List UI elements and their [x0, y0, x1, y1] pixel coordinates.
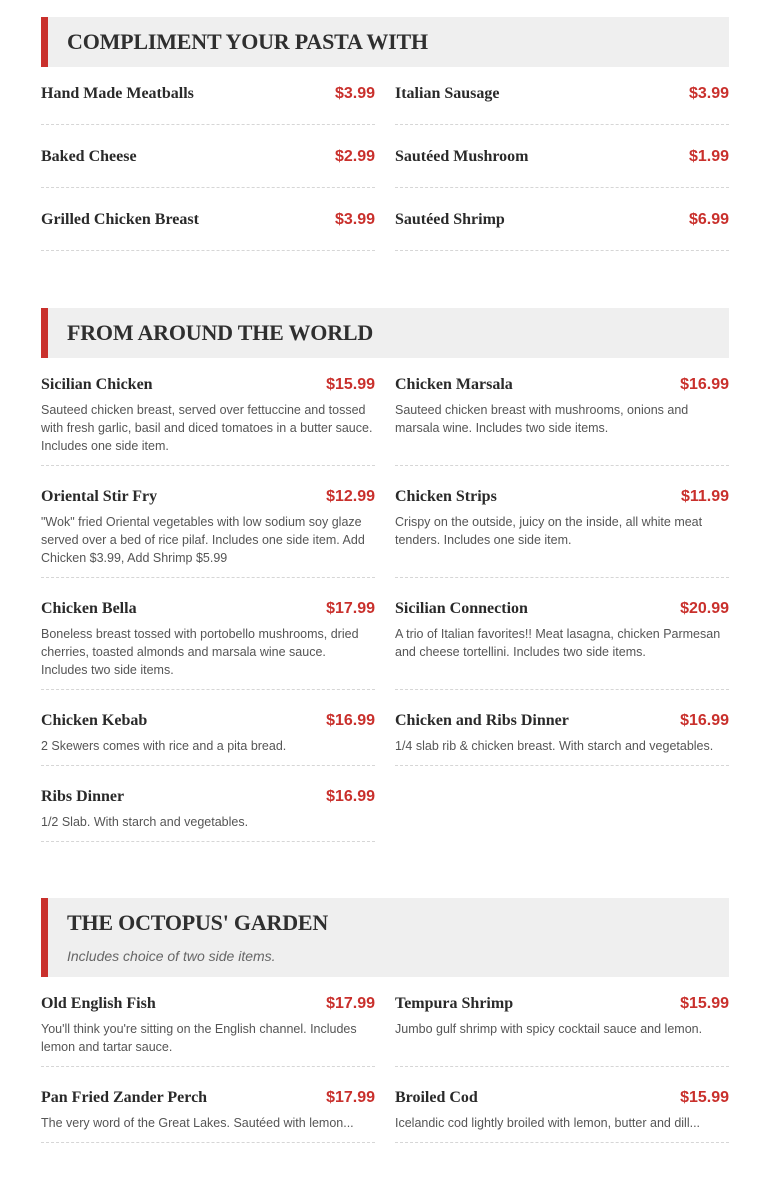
menu-item — [41, 711, 375, 766]
section-header — [41, 17, 729, 67]
menu-item-price: $15.99 — [326, 376, 375, 393]
menu-item-header — [41, 487, 375, 507]
menu-item-name: Chicken Kebab — [41, 712, 148, 729]
menu-item-header — [41, 994, 375, 1014]
menu-item — [395, 711, 729, 766]
menu-item-header — [395, 711, 729, 731]
menu-item — [41, 1088, 375, 1143]
menu-item-name: Old English Fish — [41, 995, 156, 1012]
menu-item-price: $16.99 — [326, 712, 375, 729]
menu-item-header — [395, 599, 729, 619]
menu-item-name: Baked Cheese — [41, 148, 137, 165]
menu-item-name: Sautéed Shrimp — [395, 211, 505, 228]
menu-item-name: Broiled Cod — [395, 1089, 478, 1106]
menu-item-price: $17.99 — [326, 995, 375, 1012]
menu-item — [395, 599, 729, 690]
menu-section — [41, 898, 729, 1164]
menu-item-name: Sautéed Mushroom — [395, 148, 529, 165]
menu-item-price: $15.99 — [680, 995, 729, 1012]
menu-item-header — [41, 711, 375, 731]
menu-item-name: Chicken Marsala — [395, 376, 513, 393]
menu-item-description: The very word of the Great Lakes. Sautéed with lemon... — [41, 1116, 354, 1130]
menu-item — [395, 487, 729, 578]
menu-item-header — [395, 84, 729, 104]
menu-item — [41, 210, 375, 251]
section-header — [41, 308, 729, 358]
menu-item-name: Tempura Shrimp — [395, 995, 514, 1012]
menu-item — [395, 210, 729, 251]
menu-item-price: $16.99 — [680, 376, 729, 393]
menu-item-price: $3.99 — [334, 85, 375, 102]
menu-item — [395, 375, 729, 466]
menu-item-description: "Wok" fried Oriental vegetables with low sodium soy glaze served over a bed of rice pilaf. Includes one side item. Add Chicken $3.99, Add Shrimp $5.99 — [41, 515, 365, 565]
menu-item-header — [395, 994, 729, 1014]
menu-item-description: You'll think you're sitting on the English channel. Includes lemon and tartar sauce. — [41, 1022, 357, 1054]
menu-section — [41, 17, 729, 273]
section-header — [41, 898, 729, 977]
menu-item-name: Sicilian Chicken — [41, 376, 153, 393]
section-subtitle: Includes choice of two side items. — [67, 948, 276, 964]
menu-item-description: 2 Skewers comes with rice and a pita bread. — [41, 739, 287, 753]
menu-item-price: $20.99 — [680, 600, 729, 617]
menu-item-description: Boneless breast tossed with portobello mushrooms, dried cherries, toasted almonds and marsala wine sauce. Includes two side items. — [41, 627, 359, 677]
menu-item-name: Chicken and Ribs Dinner — [395, 712, 569, 729]
menu-item-description: Sauteed chicken breast, served over fettuccine and tossed with fresh garlic, basil and diced tomatoes in a butter sauce. Includes one side item. — [41, 403, 373, 453]
menu-item-description: 1/4 slab rib & chicken breast. With starch and vegetables. — [395, 739, 714, 753]
menu — [41, 17, 729, 1199]
menu-item-header — [41, 147, 375, 167]
menu-item-price: $12.99 — [326, 488, 375, 505]
menu-item-price: $16.99 — [326, 788, 375, 805]
menu-item-description: 1/2 Slab. With starch and vegetables. — [41, 815, 249, 829]
menu-section — [41, 308, 729, 863]
menu-item-price: $17.99 — [326, 600, 375, 617]
item-grid — [41, 375, 729, 863]
menu-item — [41, 84, 375, 125]
menu-item — [395, 1088, 729, 1143]
menu-item-price: $6.99 — [688, 211, 729, 228]
menu-item — [41, 487, 375, 578]
menu-item-header — [395, 210, 729, 230]
menu-item-header — [395, 1088, 729, 1108]
section-title: THE OCTOPUS' GARDEN — [67, 910, 329, 935]
menu-item-header — [41, 787, 375, 807]
menu-item-header — [41, 375, 375, 395]
menu-item-price: $15.99 — [680, 1089, 729, 1106]
menu-item-header — [41, 84, 375, 104]
menu-item-header — [41, 210, 375, 230]
menu-item-name: Italian Sausage — [395, 85, 500, 102]
menu-item-description: Jumbo gulf shrimp with spicy cocktail sauce and lemon. — [395, 1022, 703, 1036]
menu-item — [41, 147, 375, 188]
menu-item-price: $1.99 — [688, 148, 729, 165]
item-grid — [41, 84, 729, 273]
menu-item-name: Sicilian Connection — [395, 600, 528, 617]
menu-item-name: Chicken Bella — [41, 600, 137, 617]
section-title: FROM AROUND THE WORLD — [67, 320, 374, 345]
section-title: COMPLIMENT YOUR PASTA WITH — [67, 29, 428, 54]
menu-item-description: Sauteed chicken breast with mushrooms, onions and marsala wine. Includes two side items. — [395, 403, 689, 435]
menu-item-name: Oriental Stir Fry — [41, 488, 158, 505]
menu-item-price: $16.99 — [680, 712, 729, 729]
menu-item-price: $17.99 — [326, 1089, 375, 1106]
menu-item-price: $11.99 — [680, 488, 729, 505]
menu-item-price: $3.99 — [688, 85, 729, 102]
menu-item-name: Hand Made Meatballs — [41, 85, 194, 102]
menu-item — [41, 787, 375, 842]
menu-item — [41, 375, 375, 466]
menu-item-name: Pan Fried Zander Perch — [41, 1089, 208, 1106]
menu-item-header — [395, 487, 729, 507]
menu-item-description: A trio of Italian favorites!! Meat lasagna, chicken Parmesan and cheese tortellini. Includes two side items. — [395, 627, 721, 659]
menu-item — [41, 994, 375, 1067]
menu-item — [41, 599, 375, 690]
menu-item — [395, 84, 729, 125]
menu-item-header — [395, 375, 729, 395]
menu-item-name: Chicken Strips — [395, 488, 497, 505]
menu-item-header — [395, 147, 729, 167]
menu-item — [395, 147, 729, 188]
menu-item — [395, 994, 729, 1067]
menu-item-header — [41, 1088, 375, 1108]
menu-item-description: Icelandic cod lightly broiled with lemon, butter and dill... — [395, 1116, 701, 1130]
menu-item-name: Ribs Dinner — [41, 788, 125, 805]
menu-item-price: $2.99 — [334, 148, 375, 165]
menu-item-description: Crispy on the outside, juicy on the inside, all white meat tenders. Includes one side item. — [395, 515, 703, 547]
menu-item-header — [41, 599, 375, 619]
menu-item-price: $3.99 — [334, 211, 375, 228]
menu-item-name: Grilled Chicken Breast — [41, 211, 199, 228]
item-grid — [41, 994, 729, 1164]
